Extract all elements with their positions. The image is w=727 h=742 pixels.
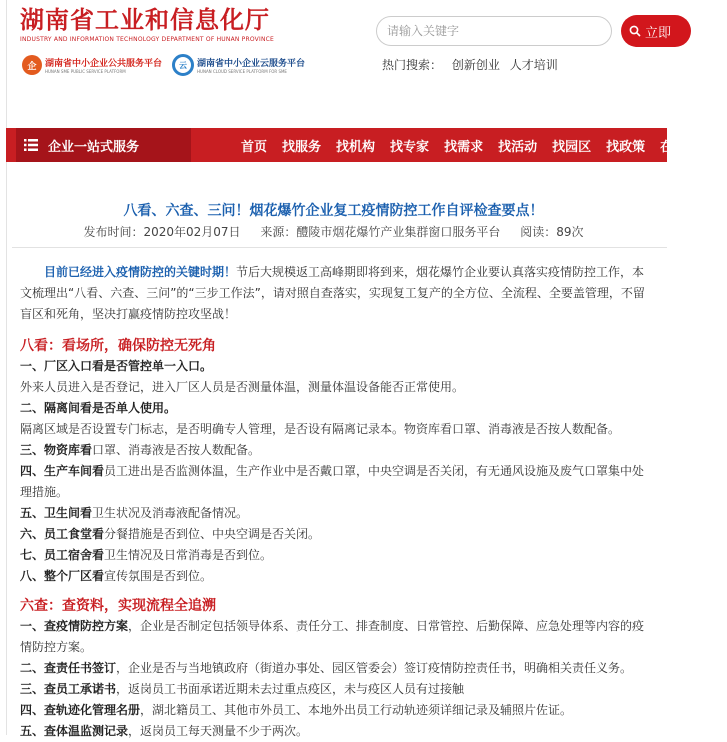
item-heading: 五、卫生间看: [20, 506, 93, 520]
hot-search-label: 热门搜索：: [382, 58, 443, 72]
one-stop-service-menu[interactable]: [16, 128, 191, 162]
item-heading: 三、查员工承诺书: [20, 682, 117, 696]
one-stop-label: 企业一站式服务: [48, 139, 140, 155]
item-text: 宣传氛围是否到位。: [104, 569, 213, 583]
list-item: [20, 503, 648, 524]
item-text: ，企业是否与当地镇政府（街道办事处、园区管委会）签订疫情防控责任书，明确相关责任义务。: [116, 661, 633, 675]
article-meta: [0, 223, 667, 240]
item-heading: 五、查体温监测记录: [20, 724, 129, 738]
search-button[interactable]: [621, 15, 691, 47]
list-item: [20, 356, 648, 377]
item-text: 外来人员进入是否登记，进入厂区人员是否测量体温，测量体温设备能否正常使用。: [20, 380, 465, 394]
search-icon: [629, 25, 641, 37]
nav-find-demand[interactable]: 找需求: [444, 139, 484, 155]
list-item: [20, 524, 648, 545]
partner-sme-cloud-platform[interactable]: [172, 54, 305, 76]
read-count: 阅读：89次: [520, 225, 584, 239]
article-body: [20, 262, 648, 742]
list-item: [20, 377, 648, 398]
item-heading: 一、厂区入口看是否管控单一入口。: [20, 359, 213, 373]
item-heading: 二、隔离间看是否单人使用。: [20, 401, 177, 415]
item-text: ，返岗员工书面承诺近期未去过重点疫区，未与疫区人员有过接触: [116, 682, 465, 696]
search-button-label: 立即: [645, 24, 672, 40]
partner-platforms: [22, 54, 315, 76]
item-heading: 六、员工食堂看: [20, 527, 105, 541]
page-left-border: [6, 0, 7, 735]
section-items-eight-checks: [20, 356, 648, 587]
publish-date: 发布时间：2020年02月07日: [83, 225, 241, 239]
item-text: ，企业是否制定包括领导体系、责任分工、排查制度、日常管控、后勤保障、应急处理等内容的疫情防控方案。: [20, 619, 645, 654]
partner-name-en: HUNAN CLOUD SERVICE PLATFORM FOR SME: [197, 69, 287, 74]
list-item: [20, 700, 648, 721]
list-item: [20, 566, 648, 587]
list-item: [20, 679, 648, 700]
section-heading-eight-checks: 八看：看场所，确保防控无死角: [20, 338, 216, 354]
nav-find-service[interactable]: 找服务: [282, 139, 322, 155]
list-item: [20, 461, 648, 503]
list-item: [20, 545, 648, 566]
item-text: 员工进出是否监测体温，生产作业中是否戴口罩，中央空调是否关闭，有无通风设施及废气口罩集中处理措施。: [20, 464, 645, 499]
intro-text: 节后大规模返工高峰期即将到来，烟花爆竹企业要认真落实疫情防控工作，本文梳理出“八看、六查、三问”的“三步工作法”，请对照自查落实，实现复工复产的全方位、全流程、全要盖管理，不留盲区和死角，坚决打赢疫情防控攻坚战！: [20, 265, 645, 321]
partner-sme-public-platform[interactable]: [22, 55, 162, 75]
section-heading-six-checks: 六查：查资料，实现流程全追溯: [20, 598, 216, 614]
list-item: [20, 721, 648, 742]
item-text: 口罩、消毒液是否按人数配备。: [92, 443, 261, 457]
list-item: [20, 616, 648, 658]
list-item: [20, 419, 648, 440]
nav-find-expert[interactable]: 找专家: [390, 139, 430, 155]
nav-find-park[interactable]: 找园区: [552, 139, 592, 155]
item-heading: 一、查疫情防控方案: [20, 619, 129, 633]
item-text: 隔离区域是否设置专门标志，是否明确专人管理，是否设有隔离记录本。物资库看口罩、消毒液是否按人数配备。: [20, 422, 621, 436]
main-nav: [6, 128, 713, 162]
intro-lead: 目前已经进入疫情防控的关键时期！: [44, 265, 237, 279]
list-item: [20, 658, 648, 679]
search-input[interactable]: [376, 16, 612, 46]
item-text: 卫生状况及消毒液配备情况。: [92, 506, 249, 520]
site-logo[interactable]: [20, 5, 274, 43]
partner-name: 湖南省中小企业公共服务平台: [45, 59, 163, 69]
site-subtitle: INDUSTRY AND INFORMATION TECHNOLOGY DEPARTMENT OF HUNAN PROVINCE: [20, 36, 275, 43]
partner-name: 湖南省中小企业云服务平台: [197, 59, 306, 69]
item-text: ，湖北籍员工、其他市外员工、本地外出员工行动轨迹须详细记录及辅照片佐证。: [140, 703, 573, 717]
hot-keyword[interactable]: 创新创业: [451, 58, 500, 72]
intro-paragraph: [20, 262, 648, 325]
nav-find-activity[interactable]: 找活动: [498, 139, 538, 155]
article-title: 八看、六查、三问！烟花爆竹企业复工疫情防控工作自评检查要点！: [123, 203, 544, 219]
item-text: 分餐措施是否到位、中央空调是否关闭。: [104, 527, 321, 541]
list-item: [20, 398, 648, 419]
site-title: 湖南省工业和信息化厅: [20, 6, 270, 34]
cloud-platform-logo-icon: 云: [172, 54, 194, 76]
item-heading: 七、员工宿舍看: [20, 548, 105, 562]
sme-platform-logo-icon: 企: [22, 55, 42, 75]
partner-name-en: HUNAN SME PUBLIC SERVICE PLATFORM: [45, 69, 126, 74]
nav-find-policy[interactable]: 找政策: [606, 139, 646, 155]
item-heading: 四、生产车间看: [20, 464, 105, 478]
meta-divider: [12, 247, 667, 248]
menu-icon: [24, 139, 38, 151]
nav-home[interactable]: 首页: [241, 139, 268, 155]
item-text: ，返岗员工每天测量不少于两次。: [128, 724, 309, 738]
nav-find-institution[interactable]: 找机构: [336, 139, 376, 155]
section-items-six-checks: [20, 616, 648, 742]
nav-links: [241, 128, 727, 162]
hot-keyword[interactable]: 人才培训: [509, 58, 558, 72]
item-heading: 八、整个厂区看: [20, 569, 105, 583]
list-item: [20, 440, 648, 461]
nav-online-service[interactable]: 在线服务: [660, 139, 713, 155]
item-heading: 二、查责任书签订: [20, 661, 117, 675]
article-source: 来源：醴陵市烟花爆竹产业集群窗口服务平台: [260, 225, 501, 239]
hot-search: [382, 56, 564, 73]
item-text: 卫生情况及日常消毒是否到位。: [104, 548, 273, 562]
item-heading: 四、查轨迹化管理名册: [20, 703, 141, 717]
item-heading: 三、物资库看: [20, 443, 93, 457]
